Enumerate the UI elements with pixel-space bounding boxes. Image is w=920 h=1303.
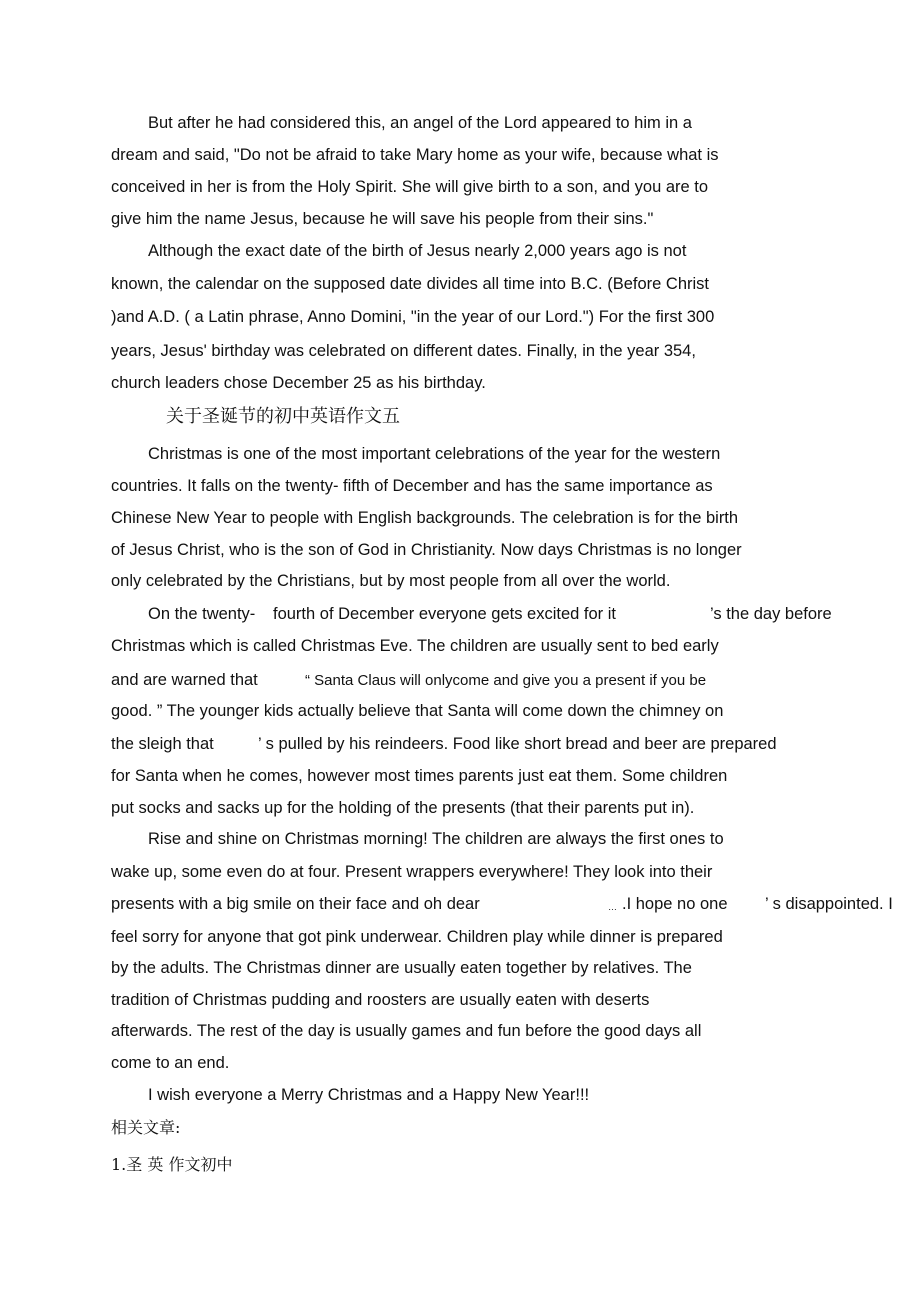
paragraph-line: wake up, some even do at four. Present wrappers everywhere! They look into their [111,863,713,881]
paragraph-line: Christmas is one of the most important celebrations of the year for the western [148,445,721,463]
related-articles-label: 相关文章: [111,1118,181,1137]
paragraph-segment: presents with a big smile on their face and oh dear [111,895,480,913]
paragraph-line: for Santa when he comes, however most times parents just eat them. Some children [111,767,728,785]
paragraph-line: church leaders chose December 25 as his birthday. [111,374,486,392]
paragraph-line: known, the calendar on the supposed date divides all time into B.C. (Before Christ [111,275,709,293]
paragraph-line: Rise and shine on Christmas morning! The children are always the first ones to [148,830,724,848]
paragraph-segment: ’s the day before [710,605,832,623]
paragraph-line: tradition of Christmas pudding and roosters are usually eaten with deserts [111,991,650,1009]
paragraph-line: conceived in her is from the Holy Spirit. She will give birth to a son, and you are to [111,178,709,196]
paragraph-segment: “ Santa Claus will onlycome and give you a present if you be [305,672,707,689]
ellipsis-mark: … [608,902,617,912]
paragraph-line: dream and said, "Do not be afraid to take Mary home as your wife, because what is [111,146,719,164]
paragraph-segment: ’ s disappointed. I [765,895,893,913]
paragraph-line: give him the name Jesus, because he will save his people from their sins." [111,210,654,228]
paragraph-line: afterwards. The rest of the day is usually games and fun before the good days all [111,1022,702,1040]
paragraph-segment: On the twenty- [148,605,256,623]
paragraph-segment: ’ s pulled by his reindeers. Food like short bread and beer are prepared [258,735,777,753]
closing-line: I wish everyone a Merry Christmas and a Happy New Year!!! [148,1086,590,1104]
paragraph-line: feel sorry for anyone that got pink underwear. Children play while dinner is prepared [111,928,723,946]
paragraph-line: put socks and sacks up for the holding of the presents (that their parents put in). [111,799,695,817]
section-heading: 关于圣诞节的初中英语作文五 [166,406,400,427]
paragraph-segment: and are warned that [111,671,258,689]
paragraph-segment: fourth of December everyone gets excited for it [273,605,617,623]
related-article-link[interactable]: 1.圣 英 作文初中 [111,1155,233,1174]
paragraph-line: of Jesus Christ, who is the son of God in Christianity. Now days Christmas is no longer [111,541,742,559]
paragraph-line: years, Jesus' birthday was celebrated on different dates. Finally, in the year 354, [111,342,696,360]
paragraph-line: )and A.D. ( a Latin phrase, Anno Domini, "in the year of our Lord.") For the first 300 [111,308,715,326]
paragraph-line: Christmas which is called Christmas Eve. The children are usually sent to bed early [111,637,719,655]
paragraph-segment: the sleigh that [111,735,214,753]
paragraph-line: by the adults. The Christmas dinner are usually eaten together by relatives. The [111,959,692,977]
paragraph-line: come to an end. [111,1054,230,1072]
paragraph-line: good. ” The younger kids actually believe that Santa will come down the chimney on [111,702,724,720]
paragraph-segment: .I hope no one [622,895,728,913]
paragraph-line: only celebrated by the Christians, but by most people from all over the world. [111,572,671,590]
paragraph-line: Although the exact date of the birth of Jesus nearly 2,000 years ago is not [148,242,687,260]
paragraph-line: But after he had considered this, an angel of the Lord appeared to him in a [148,114,692,132]
paragraph-line: Chinese New Year to people with English backgrounds. The celebration is for the birth [111,509,739,527]
paragraph-line: countries. It falls on the twenty- fifth of December and has the same importance as [111,477,713,495]
